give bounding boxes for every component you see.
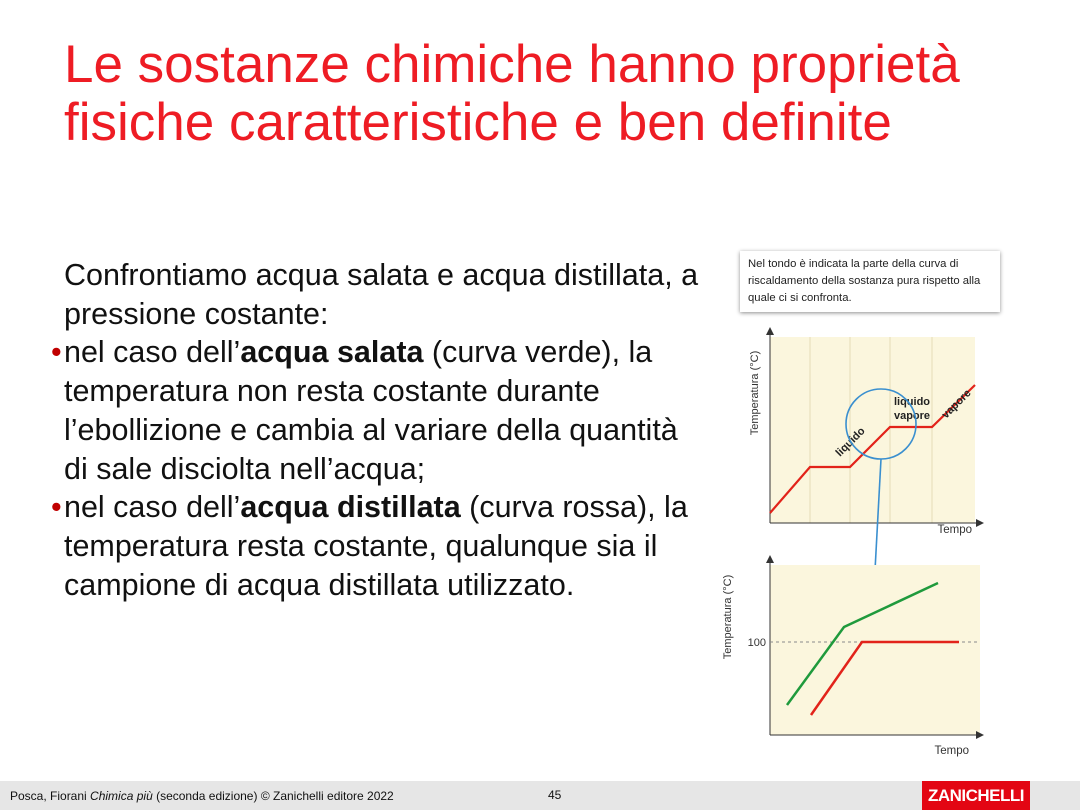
bullet-prefix: nel caso dell’ — [64, 335, 241, 370]
heating-curve-figure — [710, 245, 1000, 765]
bottom-panel-bg — [770, 565, 980, 735]
label-liquido-vapore-1: liquido — [893, 396, 931, 408]
credit-suffix: (seconda edizione) © Zanichelli editore 2022 — [152, 789, 394, 803]
bullet-marker: • — [51, 335, 62, 370]
bullet-suffix: (curva verde), la temperatura non resta costante durante l’ebollizione e cambia al variare della quantità di sale disciolta nell’acqua; — [64, 335, 678, 486]
top-x-label: Tempo — [937, 524, 972, 536]
bottom-y-label: Temperatura (°C) — [722, 574, 734, 660]
bottom-y-arrow — [766, 555, 774, 563]
top-y-arrow — [766, 327, 774, 335]
bullet-bold: acqua salata — [240, 335, 424, 370]
label-liquido: liquido — [833, 425, 868, 460]
top-panel-bg — [770, 337, 975, 523]
credit-book-title: Chimica più — [90, 789, 153, 803]
bottom-tick-100: 100 — [747, 637, 766, 649]
top-x-arrow — [976, 519, 984, 527]
bullet-marker: • — [51, 490, 62, 525]
zanichelli-logo: ZANICHELLI — [922, 781, 1030, 810]
bullet-prefix: nel caso dell’ — [64, 490, 241, 525]
slide-title: Le sostanze chimiche hanno proprietà fisiche caratteristiche e ben definite — [64, 35, 960, 152]
bullet-distilled-water — [51, 488, 704, 604]
figure-caption: Nel tondo è indicata la parte della curva di riscaldamento della sostanza pura rispetto alla quale ci si confronta. — [740, 251, 1000, 312]
label-vapore: vapore — [939, 387, 974, 422]
intro-text: Confrontiamo acqua salata e acqua distillata, a pressione costante: — [64, 258, 699, 331]
footer-bar — [0, 781, 1080, 810]
bullet-salt-water — [51, 333, 704, 488]
footer-credit — [10, 789, 394, 803]
top-y-label: Temperatura (°C) — [749, 350, 761, 436]
credit-prefix: Posca, Fiorani — [10, 789, 91, 803]
page-number: 45 — [548, 788, 562, 802]
bullet-suffix: (curva rossa), la temperatura resta costante, qualunque sia il campione di acqua distillata utilizzato. — [64, 490, 688, 602]
heating-curves-svg — [710, 245, 1000, 765]
bottom-x-label: Tempo — [934, 745, 969, 757]
bullet-bold: acqua distillata — [240, 490, 461, 525]
slide-body — [51, 256, 704, 604]
label-liquido-vapore-2: vapore — [893, 410, 931, 422]
